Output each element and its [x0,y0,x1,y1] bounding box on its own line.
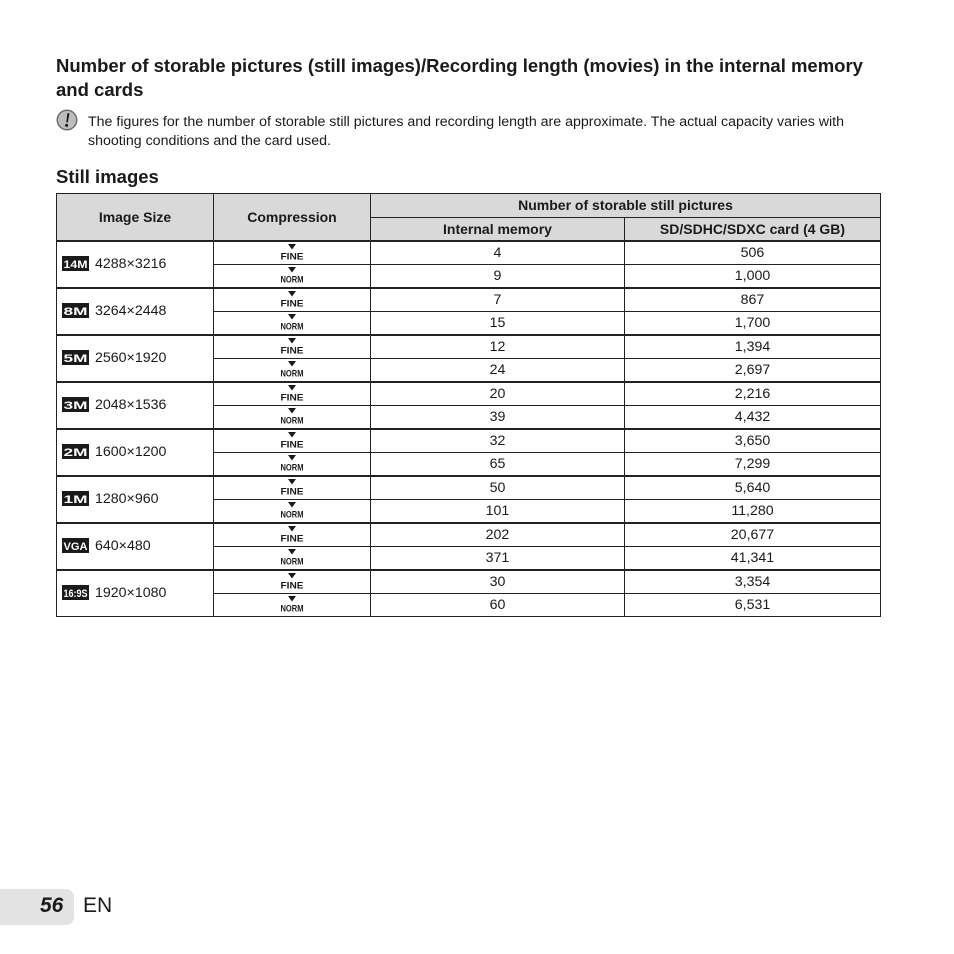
svg-text:FINE: FINE [280,298,304,310]
image-size-cell [57,335,214,382]
image-size-cell [57,288,214,335]
table-row [57,288,881,312]
card-value: 506 [625,241,881,265]
svg-text:NORM: NORM [280,509,304,521]
fine-compression-icon [279,432,305,449]
table-body [57,241,881,617]
compression-cell [214,476,371,500]
svg-text:FINE: FINE [280,251,304,263]
svg-text:2M: 2M [63,447,88,459]
svg-text:8M: 8M [63,306,88,318]
compression-cell [214,382,371,406]
svg-text:NORM: NORM [280,321,304,333]
image-size-cell [57,429,214,476]
svg-text:16:9S: 16:9S [63,588,88,601]
table-row [57,570,881,594]
card-value: 5,640 [625,476,881,500]
card-value: 2,216 [625,382,881,406]
image-size-cell [57,241,214,288]
page-language: EN [83,894,113,917]
svg-text:14M: 14M [63,259,88,271]
compression-cell [214,593,371,617]
image-size-icon [62,256,89,271]
still-images-heading: Still images [56,166,159,187]
normal-compression-icon [279,408,305,425]
image-size-icon [62,303,89,318]
image-size-label: 1280×960 [95,491,159,507]
image-size-icon [62,585,89,600]
storable-pictures-table [56,193,881,617]
svg-text:5M: 5M [63,353,88,365]
svg-text:FINE: FINE [280,580,304,592]
internal-memory-value: 60 [371,593,625,617]
image-size-header: Image Size [57,194,214,241]
table-row [57,382,881,406]
internal-memory-value: 50 [371,476,625,500]
image-size-icon [62,397,89,412]
svg-text:3M: 3M [63,400,88,412]
compression-cell [214,241,371,265]
card-value: 4,432 [625,405,881,429]
image-size-icon [62,350,89,365]
svg-text:NORM: NORM [280,415,304,427]
image-size-label: 640×480 [95,538,151,554]
image-size-label: 2048×1536 [95,397,167,413]
fine-compression-icon [279,338,305,355]
svg-text:FINE: FINE [280,392,304,404]
image-size-cell [57,570,214,617]
image-size-label: 1920×1080 [95,585,167,602]
normal-compression-icon [279,314,305,331]
internal-memory-value: 7 [371,288,625,312]
fine-compression-icon [279,573,305,590]
compression-cell [214,405,371,429]
compression-cell [214,311,371,335]
internal-memory-value: 9 [371,264,625,288]
svg-text:NORM: NORM [280,274,304,286]
page-heading: Number of storable pictures (still images)/Recording length (movies) in the internal memory and cards [56,55,863,100]
normal-compression-icon [279,596,305,613]
image-size-label: 4288×3216 [95,256,167,272]
compression-cell [214,288,371,312]
card-value: 3,650 [625,429,881,453]
svg-text:FINE: FINE [280,533,304,545]
fine-compression-icon [279,385,305,402]
image-size-icon [62,491,89,506]
table-row [57,429,881,453]
compression-cell [214,499,371,523]
fine-compression-icon [279,526,305,543]
table-row [57,335,881,359]
image-size-cell [57,382,214,429]
compression-cell [214,570,371,594]
card-value: 2,697 [625,358,881,382]
normal-compression-icon [279,361,305,378]
svg-text:FINE: FINE [280,345,304,357]
table-row [57,241,881,265]
internal-memory-value: 202 [371,523,625,547]
internal-memory-value: 30 [371,570,625,594]
internal-memory-value: 4 [371,241,625,265]
compression-cell [214,452,371,476]
image-size-label: 3264×2448 [95,303,167,319]
card-value: 3,354 [625,570,881,594]
compression-cell [214,523,371,547]
image-size-icon [62,444,89,459]
page-number: 56 [40,894,64,917]
fine-compression-icon [279,479,305,496]
caution-icon [56,109,78,131]
card-value: 41,341 [625,546,881,570]
normal-compression-icon [279,455,305,472]
svg-text:NORM: NORM [280,556,304,568]
table-row [57,523,881,547]
image-size-label: 2560×1920 [95,350,167,366]
compression-cell [214,358,371,382]
svg-text:NORM: NORM [280,368,304,380]
fine-compression-icon [279,291,305,308]
svg-text:FINE: FINE [280,486,304,498]
card-value: 6,531 [625,593,881,617]
internal-memory-value: 15 [371,311,625,335]
table-row [57,476,881,500]
card-value: 20,677 [625,523,881,547]
internal-memory-value: 32 [371,429,625,453]
internal-memory-value: 39 [371,405,625,429]
internal-memory-header: Internal memory [371,217,625,241]
card-value: 1,394 [625,335,881,359]
image-size-cell [57,476,214,523]
internal-memory-value: 101 [371,499,625,523]
normal-compression-icon [279,267,305,284]
internal-memory-value: 20 [371,382,625,406]
storable-group-header: Number of storable still pictures [371,194,881,218]
internal-memory-value: 24 [371,358,625,382]
internal-memory-value: 65 [371,452,625,476]
fine-compression-icon [279,244,305,261]
normal-compression-icon [279,549,305,566]
compression-header: Compression [214,194,371,241]
note-text: The figures for the number of storable still pictures and recording length are approximate. The actual capacity varies with shooting conditions and the card used. [88,114,845,149]
card-value: 11,280 [625,499,881,523]
svg-text:VGA: VGA [63,541,88,553]
svg-text:NORM: NORM [280,603,304,615]
image-size-icon [62,538,89,553]
compression-cell [214,264,371,288]
card-value: 867 [625,288,881,312]
compression-cell [214,546,371,570]
card-value: 7,299 [625,452,881,476]
card-value: 1,700 [625,311,881,335]
svg-text:NORM: NORM [280,462,304,474]
compression-cell [214,429,371,453]
internal-memory-value: 12 [371,335,625,359]
svg-text:FINE: FINE [280,439,304,451]
normal-compression-icon [279,502,305,519]
card-value: 1,000 [625,264,881,288]
svg-text:1M: 1M [63,494,88,506]
image-size-label: 1600×1200 [95,444,167,460]
card-header: SD/SDHC/SDXC card (4 GB) [625,217,881,241]
compression-cell [214,335,371,359]
image-size-cell [57,523,214,570]
internal-memory-value: 371 [371,546,625,570]
